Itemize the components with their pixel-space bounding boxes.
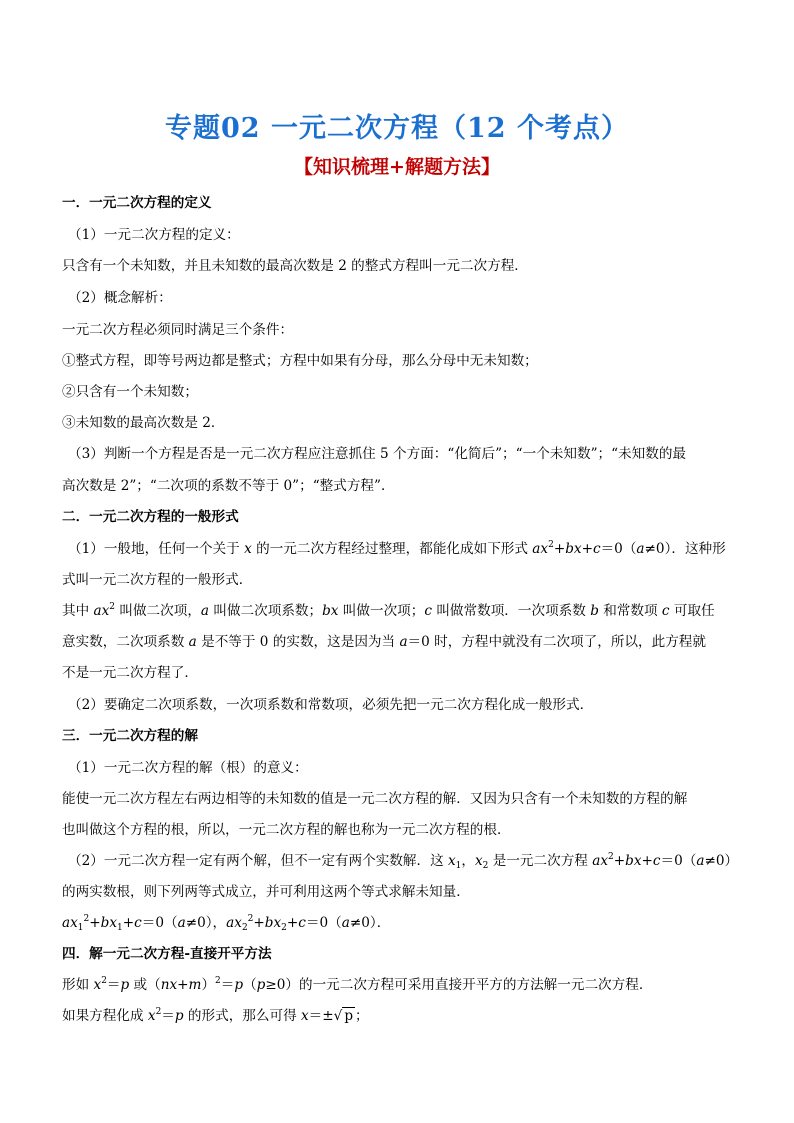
s2-line-4 <box>62 632 706 652</box>
expr: nx+m <box>160 977 202 993</box>
expr: +bx <box>89 915 118 931</box>
page-title: 专题02 一元二次方程（12 个考点） <box>165 113 629 144</box>
superscript: 2 <box>247 914 254 924</box>
text: ＝ <box>220 977 235 993</box>
var-p: p <box>256 977 266 993</box>
var-a: a <box>200 603 210 619</box>
superscript: 2 <box>548 540 554 550</box>
var-x: x <box>448 853 456 869</box>
text: 如果方程化成 <box>62 1008 148 1024</box>
s2-line-3 <box>62 601 715 621</box>
text: （1）一般地，任何一个关于 <box>68 541 245 557</box>
var-a: a <box>636 541 645 557</box>
radicand: p <box>344 1008 354 1024</box>
text: ＝ <box>106 977 121 993</box>
text: 叫做二次项系数； <box>209 603 323 619</box>
text: ＝ <box>161 1008 175 1024</box>
s1-p1-label: （1）一元二次方程的定义： <box>68 227 240 243</box>
subscript: 2 <box>482 861 489 871</box>
text: 意实数，二次项系数 <box>62 634 189 650</box>
var-b: b <box>590 603 599 619</box>
var-a: a <box>177 915 186 931</box>
s3-line-2: 能使一元二次方程左右两边相等的未知数的值是一元二次方程的解．又因为只含有一个未知数的方程的解 <box>62 791 688 807</box>
subscript: 2 <box>241 923 248 933</box>
radical-sign: √ <box>333 1008 343 1024</box>
expr: +bx+c <box>613 853 661 869</box>
text: ， <box>461 853 475 869</box>
text: 形如 <box>62 977 94 993</box>
superscript: 2 <box>215 976 221 986</box>
var-p: p <box>234 977 244 993</box>
s3-line-1: （1）一元二次方程的解（根）的意义： <box>68 760 308 776</box>
var-p: p <box>120 977 130 993</box>
var-x: x <box>244 541 252 557</box>
expr: bx <box>322 603 339 619</box>
var-a: a <box>341 915 350 931</box>
s1-p3-line-1: （3）判断一个方程是否是一元二次方程应注意抓住 5 个方面：“化简后”；“一个未知数”；“未知数的最 <box>68 446 687 462</box>
text: （ <box>243 977 257 993</box>
s1-p2-text: 一元二次方程必须同时满足三个条件： <box>62 322 294 338</box>
text: ≠0）． <box>349 915 391 931</box>
s4-line-1 <box>62 975 652 995</box>
s2-line-2: 式叫一元二次方程的一般形式． <box>62 572 253 588</box>
text: ） <box>201 977 216 993</box>
superscript: 2 <box>109 602 116 612</box>
s1-condition-1: ①整式方程，即等号两边都是整式；方程中如果有分母，那么分母中无未知数； <box>62 353 538 369</box>
superscript: 2 <box>83 914 90 924</box>
text: 的一元二次方程经过整理，都能化成如下形式 <box>251 541 533 557</box>
expr: ax <box>592 853 608 869</box>
var-x: x <box>93 977 102 993</box>
s1-p2-label: （2）概念解析： <box>68 290 172 306</box>
text: ≥0）的一元二次方程可采用直接开平方的方法解一元二次方程． <box>265 977 653 993</box>
section-1-heading: 一．一元二次方程的定义 <box>62 195 212 211</box>
var-p: p <box>174 1008 184 1024</box>
expr: ax <box>532 541 549 557</box>
text: ≠0）， <box>185 915 227 931</box>
s2-line-1 <box>68 539 726 559</box>
text: 其中 <box>62 603 94 619</box>
text: ≠0） <box>704 853 739 869</box>
s2-line-5: 不是一元二次方程了． <box>62 665 198 681</box>
subscript: 1 <box>77 923 84 933</box>
text: 是不等于 0 的实数，这是因为当 <box>196 634 400 650</box>
text: 叫做二次项， <box>115 603 201 619</box>
text: 是一元二次方程 <box>488 853 593 869</box>
text: ＝± <box>308 1008 334 1024</box>
text: 的形式，那么可得 <box>183 1008 301 1024</box>
section-2-heading: 二．一元二次方程的一般形式 <box>62 509 239 525</box>
text: 叫做一次项； <box>338 603 425 619</box>
var-x: x <box>147 1008 156 1024</box>
s3-line-3: 也叫做这个方程的根，所以，一元二次方程的解也称为一元二次方程的根． <box>62 822 511 838</box>
s4-line-2 <box>62 1006 369 1026</box>
s1-condition-2: ②只含有一个未知数； <box>62 384 198 400</box>
page-subtitle: 【知识梳理+解题方法】 <box>294 156 500 178</box>
expr: +bx+c <box>553 541 601 557</box>
text: ＝0（ <box>305 915 342 931</box>
text: 和常数项 <box>598 603 662 619</box>
text: 或（ <box>129 977 161 993</box>
var-c: c <box>424 603 432 619</box>
text: ； <box>355 1008 369 1024</box>
s1-condition-3: ③未知数的最高次数是 2． <box>62 415 225 431</box>
s2-line-6: （2）要确定二次项系数，一次项系数和常数项，必须先把一元二次方程化成一般形式． <box>68 697 594 713</box>
subscript: 1 <box>455 861 462 871</box>
s3-line-6 <box>62 913 390 933</box>
var-a: a <box>188 634 197 650</box>
square-root <box>334 1006 355 1026</box>
s3-line-4 <box>68 851 738 871</box>
var-c: c <box>661 603 670 619</box>
expr: +c <box>286 915 306 931</box>
expr: ax <box>62 915 78 931</box>
superscript: 2 <box>101 976 107 986</box>
superscript: 2 <box>608 852 614 862</box>
subscript: 2 <box>281 923 287 933</box>
text: ≠0）．这种形 <box>644 541 726 557</box>
var-x: x <box>301 1008 309 1024</box>
subscript: 1 <box>117 923 123 933</box>
s1-p1-text: 只含有一个未知数，并且未知数的最高次数是 2 的整式方程叫一元二次方程． <box>62 258 528 274</box>
s3-line-5: 的两实数根，则下列两等式成立，并可利用这两个等式求解未知量． <box>62 884 470 900</box>
expr: ax <box>226 915 242 931</box>
text: （2）一元二次方程一定有两个解，但不一定有两个实数解．这 <box>68 853 448 869</box>
text: ＝0（ <box>660 853 697 869</box>
var-x: x <box>475 853 483 869</box>
superscript: 2 <box>155 1007 162 1017</box>
expr: ax <box>93 603 110 619</box>
text: 可取任 <box>669 603 715 619</box>
section-3-heading: 三．一元二次方程的解 <box>62 728 198 744</box>
var-a: a <box>696 853 705 869</box>
var-a: a <box>399 634 408 650</box>
text: ＝0 时，方程中就没有二次项了，所以，此方程就 <box>407 634 706 650</box>
section-4-heading: 四．解一元二次方程-直接开平方法 <box>62 946 272 962</box>
text: ＝0（ <box>141 915 178 931</box>
text: 叫做常数项．一次项系数 <box>432 603 591 619</box>
expr: +bx <box>253 915 282 931</box>
s1-p3-line-2: 高次数是 2”；“二次项的系数不等于 0”；“整式方程”． <box>62 478 395 494</box>
text: ＝0（ <box>600 541 637 557</box>
expr: +c <box>122 915 142 931</box>
